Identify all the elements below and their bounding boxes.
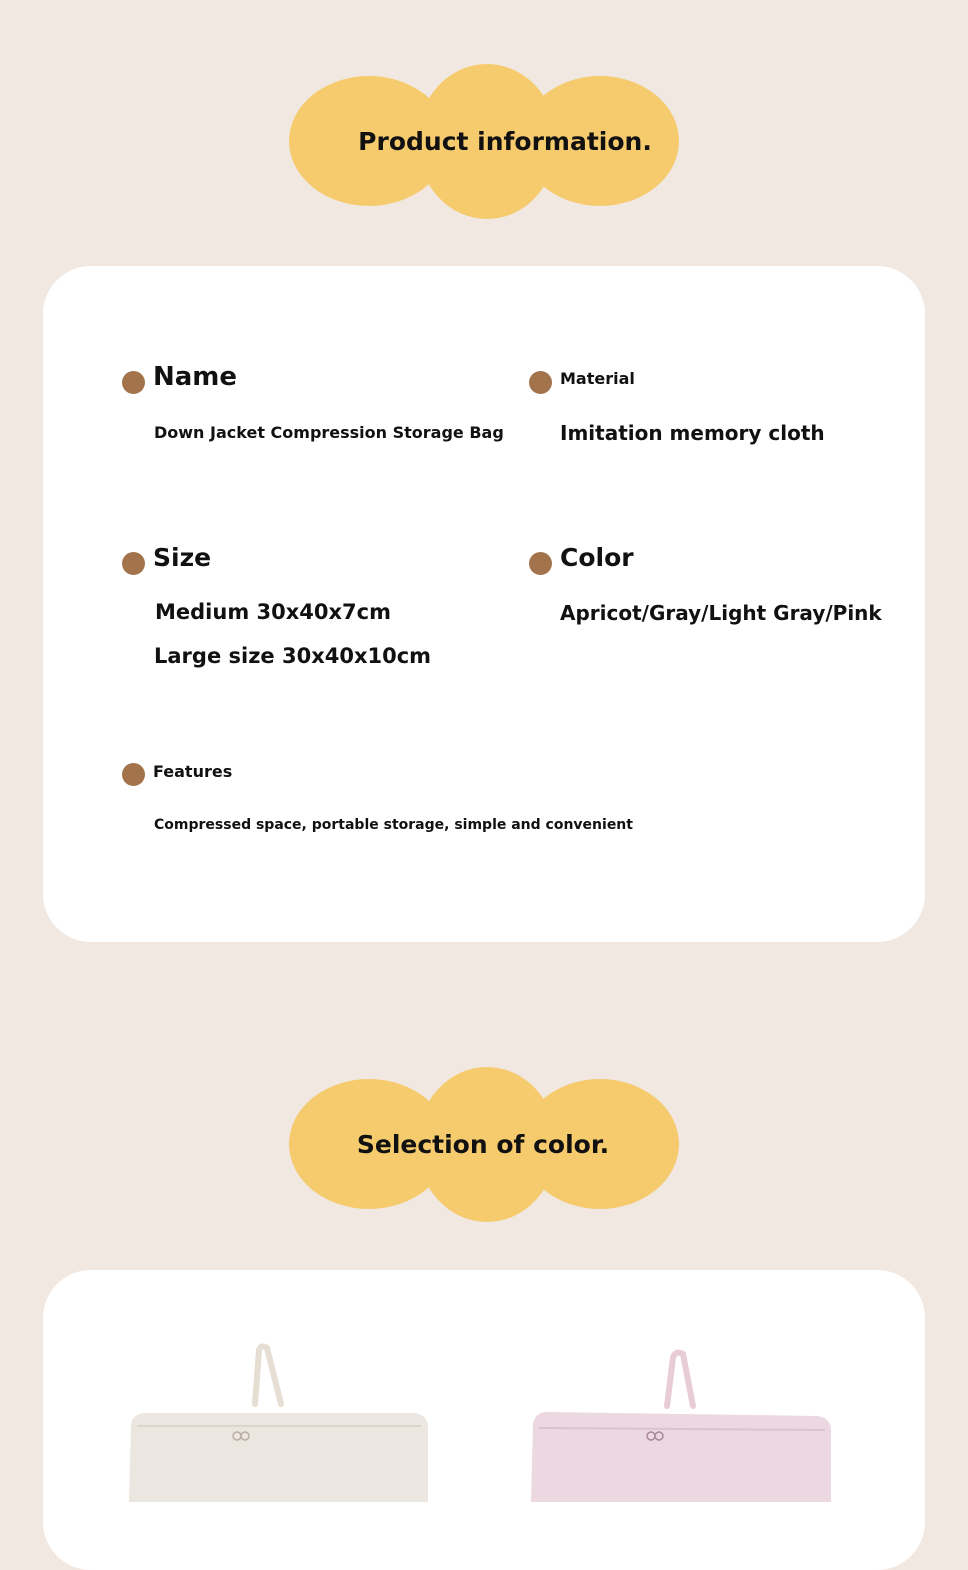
- product-info-card: [43, 266, 925, 942]
- bullet-icon: [529, 552, 552, 575]
- name-label: Name: [153, 362, 238, 392]
- color-label: Color: [560, 543, 634, 572]
- bag-handle: [667, 1353, 693, 1406]
- bullet-icon: [122, 763, 145, 786]
- color-selection-title: Selection of color.: [356, 1130, 610, 1159]
- material-label: Material: [560, 369, 635, 388]
- name-value: Down Jacket Compression Storage Bag: [154, 423, 504, 442]
- bullet-icon: [122, 371, 145, 394]
- pink-bag-image: [525, 1342, 845, 1502]
- color-value: Apricot/Gray/Light Gray/Pink: [560, 601, 882, 625]
- bag-handle: [255, 1346, 281, 1404]
- product-info-header: [289, 64, 679, 219]
- product-info-title: Product information.: [358, 127, 652, 156]
- size-value-large: Large size 30x40x10cm: [154, 644, 432, 668]
- color-selection-header: [289, 1067, 679, 1222]
- features-label: Features: [153, 762, 233, 781]
- bullet-icon: [529, 371, 552, 394]
- size-label: Size: [153, 543, 212, 572]
- apricot-bag-image: [123, 1342, 443, 1502]
- bullet-icon: [122, 552, 145, 575]
- material-value: Imitation memory cloth: [560, 421, 825, 445]
- features-value: Compressed space, portable storage, simple and convenient: [154, 817, 633, 833]
- bag-body: [531, 1412, 831, 1502]
- size-value-medium: Medium 30x40x7cm: [155, 600, 391, 624]
- color-selection-card: [43, 1270, 925, 1570]
